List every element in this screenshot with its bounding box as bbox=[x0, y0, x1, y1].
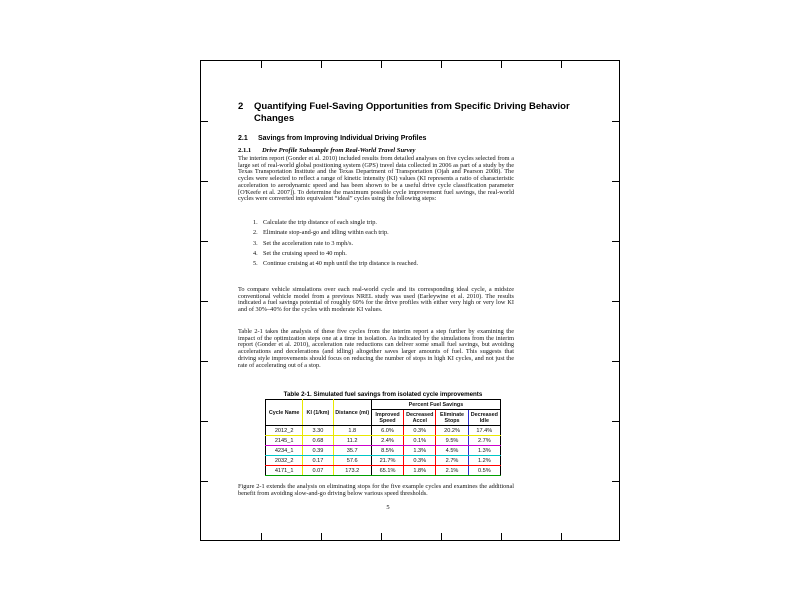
column-header-distance: Distance (mi) bbox=[333, 400, 371, 426]
ruler-tick bbox=[201, 361, 208, 362]
ruler-tick bbox=[381, 533, 382, 540]
ideal-cycle-steps-list bbox=[238, 220, 514, 271]
table-row bbox=[266, 436, 501, 446]
list-item-number: 4. bbox=[253, 249, 258, 257]
ruler-tick bbox=[612, 421, 619, 422]
cell-decreased-idle: 1.3% bbox=[468, 446, 500, 456]
table-container bbox=[265, 399, 501, 476]
list-item-text: Continue cruising at 40 mph until the trip distance is reached. bbox=[263, 260, 419, 268]
cell-ki: 0.39 bbox=[303, 446, 333, 456]
ruler-tick bbox=[201, 241, 208, 242]
table-caption: Table 2-1. Simulated fuel savings from isolated cycle improvements bbox=[283, 391, 483, 398]
ruler-tick bbox=[612, 481, 619, 482]
section-heading bbox=[238, 101, 568, 124]
cell-cycle-name: 4234_1 bbox=[266, 446, 303, 456]
cell-decreased-idle: 2.7% bbox=[468, 436, 500, 446]
ruler-tick bbox=[261, 61, 262, 68]
list-item-number: 3. bbox=[253, 239, 258, 247]
ruler-tick bbox=[612, 241, 619, 242]
list-item-number: 2. bbox=[253, 229, 258, 237]
paragraph-figure-reference: Figure 2-1 extends the analysis on eliminating stops for the five example cycles and examines the additional benefit from avoiding slow-and-go driving below various speed thresholds. bbox=[238, 483, 514, 497]
column-header-cycle-name: Cycle Name bbox=[266, 400, 303, 426]
ruler-tick bbox=[201, 301, 208, 302]
ruler-tick bbox=[501, 533, 502, 540]
cell-ki: 0.68 bbox=[303, 436, 333, 446]
paragraph-intro: The interim report (Gonder et al. 2010) included results from detailed analyses on five cycles selected from a large set of real-world global positioning system (GPS) travel data collected in 2006 as part of a study by the Texas Transportation Institute and the Texas Department of Transportation (Ojah and Pearson 2008). The cycles were selected to reflect a range of kinetic intensity (KI) values (KI represents a ratio of characteristic acceleration to aerodynamic speed and has been shown to be a useful drive cycle classification parameter [O'Keefe et al. 2007]). To determine the maximum possible cycle improvement fuel savings, the real-world cycles were converted into equivalent “ideal” cycles using the following steps: bbox=[238, 155, 514, 203]
subsubsection-heading bbox=[238, 147, 415, 154]
cell-distance: 173.2 bbox=[333, 466, 371, 476]
cell-cycle-name: 4171_1 bbox=[266, 466, 303, 476]
list-item bbox=[238, 220, 514, 227]
cell-improved-speed: 65.1% bbox=[371, 466, 403, 476]
column-header-decreased-accel: Decreased Accel bbox=[404, 410, 436, 426]
table-header-row bbox=[266, 400, 501, 410]
list-item-text: Calculate the trip distance of each single trip. bbox=[263, 219, 378, 226]
document-page bbox=[200, 60, 620, 541]
cell-eliminate-stops: 9.5% bbox=[436, 436, 468, 446]
ruler-tick bbox=[612, 181, 619, 182]
list-item-text: Set the cruising speed to 40 mph. bbox=[263, 249, 347, 257]
cell-improved-speed: 2.4% bbox=[371, 436, 403, 446]
ruler-tick bbox=[381, 61, 382, 68]
ruler-tick bbox=[201, 421, 208, 422]
ruler-tick bbox=[321, 61, 322, 68]
cell-distance: 1.8 bbox=[333, 426, 371, 436]
list-item bbox=[238, 261, 514, 268]
cell-distance: 35.7 bbox=[333, 446, 371, 456]
cell-cycle-name: 2145_1 bbox=[266, 436, 303, 446]
subsection-title: Savings from Improving Individual Driving Profiles bbox=[258, 135, 427, 142]
table-row bbox=[266, 466, 501, 476]
paragraph-table-discussion: Table 2-1 takes the analysis of these five cycles from the interim report a step further by examining the impact of the optimization steps one at a time in isolation. As indicated by the simulations from the interim report (Gonder et al. 2010), acceleration rate reductions can deliver some small fuel savings, but avoiding accelerations and decelerations (and idling) altogether saves larger amounts of fuel. This suggests that driving style improvements should focus on reducing the number of stops in high KI cycles, and not just the rate of accelerating out of a stop. bbox=[238, 328, 514, 369]
cell-eliminate-stops: 2.1% bbox=[436, 466, 468, 476]
section-number: 2 bbox=[238, 101, 244, 112]
cell-distance: 57.6 bbox=[333, 456, 371, 466]
table-row bbox=[266, 446, 501, 456]
table-row bbox=[266, 426, 501, 436]
list-item bbox=[238, 241, 514, 248]
list-item bbox=[238, 230, 514, 237]
ruler-tick bbox=[612, 301, 619, 302]
cell-ki: 0.07 bbox=[303, 466, 333, 476]
cell-eliminate-stops: 2.7% bbox=[436, 456, 468, 466]
cell-cycle-name: 2012_2 bbox=[266, 426, 303, 436]
ruler-tick bbox=[201, 181, 208, 182]
ruler-tick bbox=[321, 533, 322, 540]
cell-improved-speed: 8.5% bbox=[371, 446, 403, 456]
ruler-tick bbox=[441, 61, 442, 68]
cell-ki: 3.30 bbox=[303, 426, 333, 436]
ruler-tick bbox=[561, 61, 562, 68]
column-header-improved-speed: Improved Speed bbox=[371, 410, 403, 426]
ruler-tick bbox=[441, 533, 442, 540]
ruler-tick bbox=[612, 121, 619, 122]
table-row bbox=[266, 456, 501, 466]
page-number: 5 bbox=[386, 504, 390, 511]
subsection-number: 2.1 bbox=[238, 135, 248, 142]
paragraph-simulation-results: To compare vehicle simulations over each real-world cycle and its corresponding ideal cycle, a midsize conventional vehicle model from a previous NREL study was used (Earleywine et al. 2010). The results indicated a fuel savings potential of roughly 60% for the drive profiles with either very high or very low KI and of 30%–40% for the cycles with moderate KI values. bbox=[238, 286, 514, 314]
cell-decreased-idle: 1.2% bbox=[468, 456, 500, 466]
cell-decreased-accel: 0.3% bbox=[404, 456, 436, 466]
fuel-savings-table bbox=[265, 399, 501, 476]
ruler-tick bbox=[201, 481, 208, 482]
list-item-number: 1. bbox=[253, 219, 258, 226]
ruler-tick bbox=[201, 121, 208, 122]
cell-distance: 11.2 bbox=[333, 436, 371, 446]
subsubsection-title: Drive Profile Subsample from Real-World Travel Survey bbox=[262, 147, 416, 154]
list-item-text: Eliminate stop-and-go and idling within each trip. bbox=[263, 229, 389, 237]
column-header-decreased-idle: Decreased Idle bbox=[468, 410, 500, 426]
cell-improved-speed: 6.0% bbox=[371, 426, 403, 436]
column-header-ki: KI (1/km) bbox=[303, 400, 333, 426]
section-title: Quantifying Fuel-Saving Opportunities from Specific Driving Behavior Changes bbox=[254, 101, 570, 124]
cell-ki: 0.17 bbox=[303, 456, 333, 466]
cell-decreased-idle: 17.4% bbox=[468, 426, 500, 436]
cell-decreased-accel: 0.1% bbox=[404, 436, 436, 446]
group-header-percent-fuel-savings: Percent Fuel Savings bbox=[371, 400, 500, 410]
ruler-tick bbox=[612, 361, 619, 362]
cell-eliminate-stops: 20.2% bbox=[436, 426, 468, 436]
column-header-eliminate-stops: Eliminate Stops bbox=[436, 410, 468, 426]
cell-decreased-accel: 1.8% bbox=[404, 466, 436, 476]
subsection-heading bbox=[238, 135, 426, 142]
cell-cycle-name: 2032_2 bbox=[266, 456, 303, 466]
list-item-text: Set the acceleration rate to 3 mph/s. bbox=[263, 239, 354, 247]
ruler-tick bbox=[261, 533, 262, 540]
list-item bbox=[238, 251, 514, 258]
ruler-tick bbox=[501, 61, 502, 68]
ruler-tick bbox=[561, 533, 562, 540]
cell-decreased-accel: 1.3% bbox=[404, 446, 436, 456]
cell-eliminate-stops: 4.5% bbox=[436, 446, 468, 456]
list-item-number: 5. bbox=[253, 260, 258, 268]
cell-decreased-accel: 0.3% bbox=[404, 426, 436, 436]
cell-decreased-idle: 0.5% bbox=[468, 466, 500, 476]
cell-improved-speed: 21.7% bbox=[371, 456, 403, 466]
subsubsection-number: 2.1.1 bbox=[238, 147, 252, 154]
